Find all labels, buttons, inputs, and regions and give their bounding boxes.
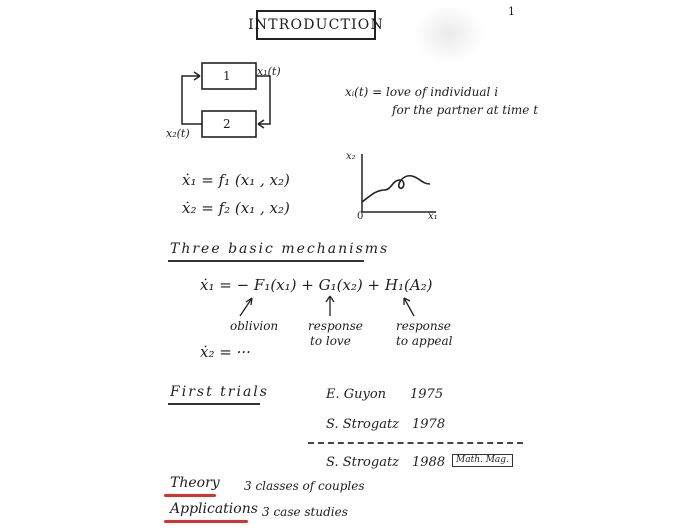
mechanisms-heading: Three basic mechanisms: [170, 241, 390, 257]
page-number: 1: [508, 5, 515, 18]
theory-label: Theory: [170, 475, 220, 491]
definition-line-1: xᵢ(t) = love of individual i: [345, 85, 499, 99]
system-equation-1: ẋ₁ = f₁ (x₁ , x₂): [182, 171, 290, 189]
box-2-label: 2: [223, 117, 231, 131]
ref-3-year: 1988: [412, 455, 446, 470]
page-title: INTRODUCTION: [256, 10, 376, 40]
theory-text: 3 classes of couples: [244, 479, 365, 493]
arrow-oblivion: [240, 298, 252, 316]
dashed-separator: [308, 442, 523, 444]
mechanisms-equation: ẋ₁ = − F₁(x₁) + G₁(x₂) + H₁(A₂): [200, 276, 433, 294]
definition-line-2: for the partner at time t: [392, 103, 539, 117]
annotation-response-love-1: response: [308, 319, 363, 333]
ref-2-author: S. Strogatz: [326, 417, 400, 432]
theory-red-underline: [164, 494, 216, 497]
system-equation-2: ẋ₂ = f₂ (x₁ , x₂): [182, 199, 290, 217]
ref-1-year: 1975: [410, 387, 444, 402]
ref-3-author: S. Strogatz: [326, 455, 400, 470]
arrow-2-to-1: [182, 76, 202, 124]
paper-smudge: [414, 4, 484, 64]
applications-red-underline: [164, 520, 248, 523]
plot-y-label: x₂: [346, 151, 356, 162]
trajectory-curve: [362, 176, 430, 202]
x1-label: x₁(t): [257, 65, 281, 78]
ref-2-year: 1978: [412, 417, 446, 432]
box-1-label: 1: [223, 69, 231, 83]
mechanisms-equation-2: ẋ₂ = ···: [200, 343, 251, 361]
annotation-response-appeal-1: response: [396, 319, 451, 333]
annotation-oblivion: oblivion: [230, 319, 279, 333]
ref-3-note: Math. Mag.: [452, 454, 513, 467]
annotation-response-love-2: to love: [310, 334, 351, 348]
applications-label: Applications: [170, 501, 258, 517]
mechanisms-underline: [168, 260, 364, 262]
arrow-1-to-2: [256, 76, 270, 124]
plot-x-label: x₁: [428, 211, 438, 222]
x2-label: x₂(t): [166, 127, 190, 140]
first-trials-underline: [168, 403, 260, 405]
first-trials-heading: First trials: [170, 384, 269, 400]
applications-text: 3 case studies: [262, 505, 348, 519]
annotation-arrows: [230, 290, 430, 320]
plot-origin-label: 0: [357, 211, 364, 222]
ref-1-author: E. Guyon: [326, 387, 387, 402]
annotation-response-appeal-2: to appeal: [396, 334, 453, 348]
